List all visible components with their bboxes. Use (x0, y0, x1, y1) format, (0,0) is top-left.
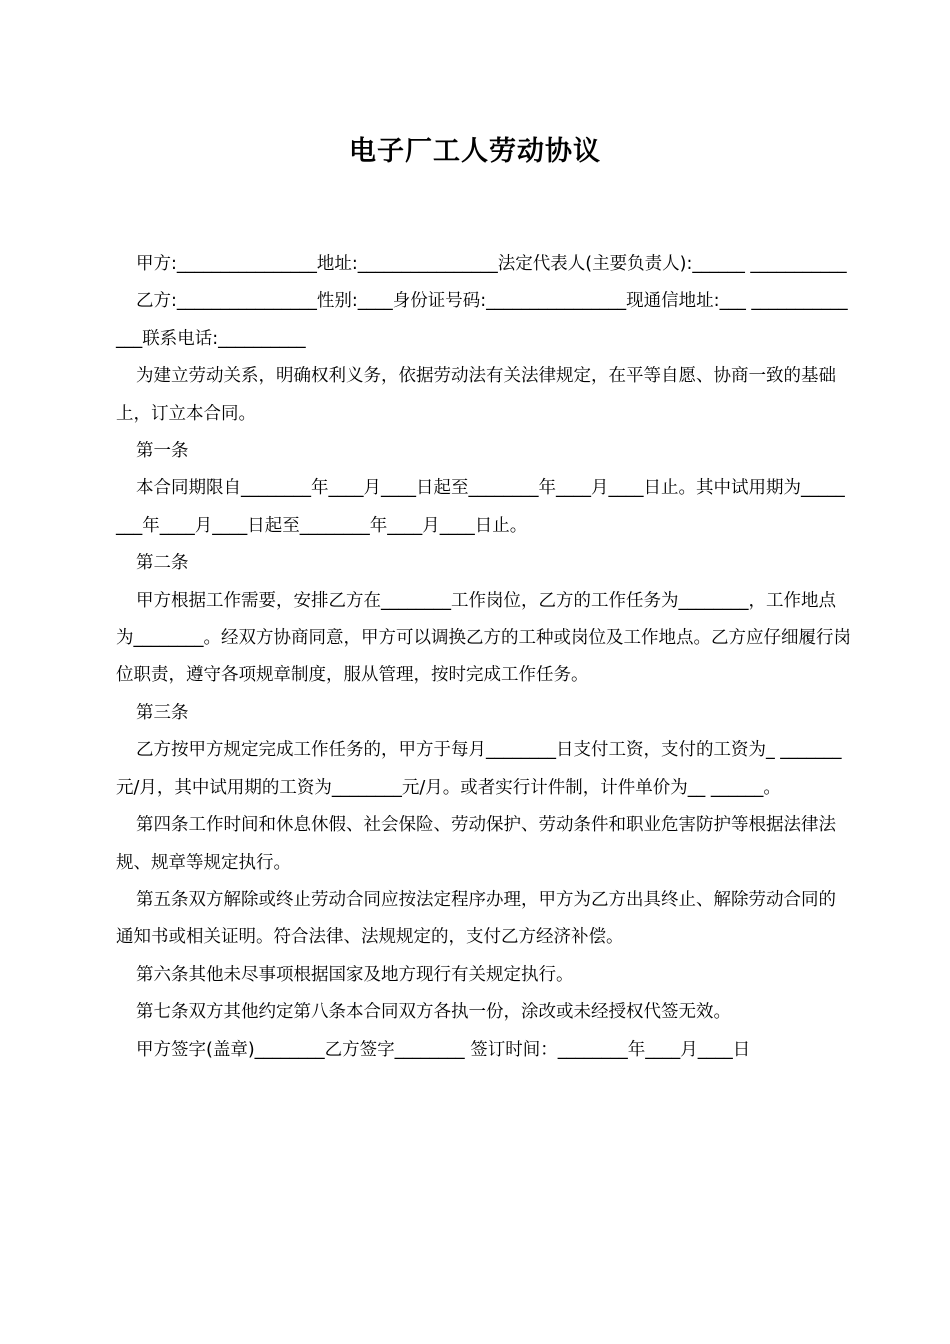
article-1-heading: 第一条 (136, 441, 189, 462)
article-4-text: 第四条工作时间和休息休假、社会保险、劳动保护、劳动条件和职业危害防护等根据法律法规、规章等规定执行。 (116, 815, 836, 873)
article-2-heading: 第二条 (136, 553, 189, 574)
preamble: 为建立劳动关系，明确权利义务，依据劳动法有关法律规定，在平等自愿、协商一致的基础上，订立本合同。 (116, 366, 836, 424)
article-1-text: 本合同期限自________年____月____日起至________年____月____日止。其中试用期为________年____月____日起至________年____月____日止。 (116, 478, 845, 536)
party-b-info: 乙方:________________性别:____身份证号码:________________现通信地址:___ ______________联系电话:__________ (116, 291, 848, 349)
signature-line: 甲方签字(盖章)________乙方签字________ 签订时间：________年____月____日 (136, 1039, 751, 1060)
article-3-text: 乙方按甲方规定完成工作任务的，甲方于每月________日支付工资，支付的工资为_ _______元/月，其中试用期的工资为________元/月。或者实行计件制，计件单价为__ ______。 (116, 740, 842, 798)
document-body (116, 246, 852, 1069)
article-5-text: 第五条双方解除或终止劳动合同应按法定程序办理，甲方为乙方出具终止、解除劳动合同的通知书或相关证明。符合法律、法规规定的，支付乙方经济补偿。 (116, 889, 836, 948)
party-a-info: 甲方:________________地址:________________法定代表人(主要负责人):______ ___________ (136, 254, 847, 274)
article-6-text: 第六条其他未尽事项根据国家及地方现行有关规定执行。 (136, 964, 574, 985)
article-3-heading: 第三条 (136, 702, 189, 723)
article-2-text: 甲方根据工作需要，安排乙方在________工作岗位，乙方的工作任务为________，工作地点为________。经双方协商同意，甲方可以调换乙方的工种或岗位及工作地点。乙方应仔细履行岗位职责，遵守各项规章制度，服从管理，按时完成工作任务。 (116, 590, 851, 686)
article-7-text: 第七条双方其他约定第八条本合同双方各执一份，涂改或未经授权代签无效。 (136, 1002, 731, 1023)
document-title: 电子厂工人劳动协议 (349, 136, 601, 167)
